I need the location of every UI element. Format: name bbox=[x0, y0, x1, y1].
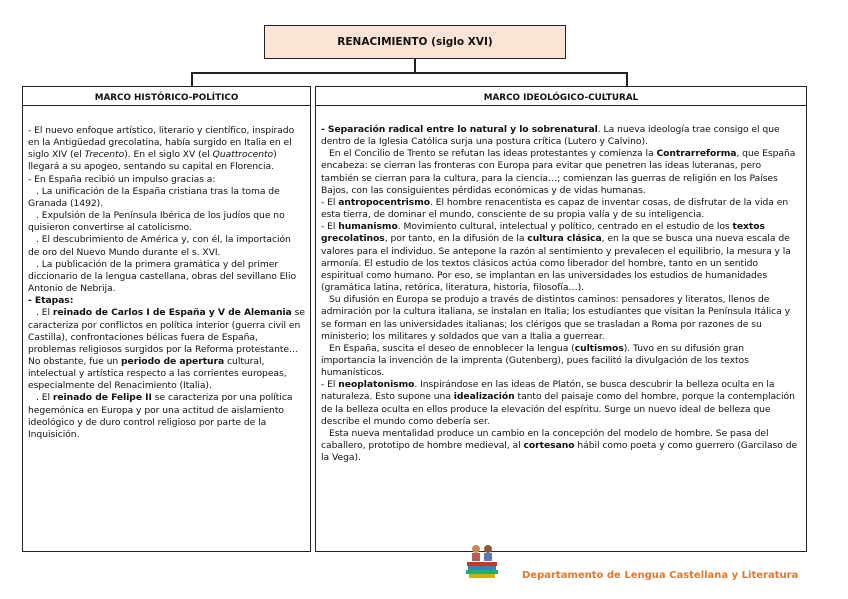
connector-vertical bbox=[414, 59, 416, 73]
right-heading: MARCO IDEOLÓGICO-CULTURAL bbox=[483, 93, 639, 103]
left-content bbox=[23, 106, 310, 441]
books-reading-icon bbox=[462, 541, 502, 581]
connector-horizontal bbox=[191, 72, 627, 74]
left-paragraph-spain: - En España recibió un impulso gracias a: bbox=[28, 173, 216, 185]
connector-right-drop bbox=[626, 72, 628, 86]
left-heading: MARCO HISTÓRICO-POLÍTICO bbox=[94, 93, 239, 103]
right-paragraph-trento: En el Concilio de Trento se refutan las ideas protestantes y comienza la Contrarreforma, que España encabeza: se cierran las fronteras con Europa para evitar que penetren las ideas luteranas, pero también se cierran para la cultura, para la ciencia…; comienzan las guerras de religión en los Países Bajos, con las consiguientes pérdidas económicas y de vidas humanas. bbox=[321, 148, 796, 196]
left-item-america: . El descubrimiento de América y, con él, la importación de oro del Nuevo Mundo durante el s. XVI. bbox=[28, 234, 291, 258]
right-paragraph-spain: En España, suscita el deseo de ennoblecer la lengua (cultismos). Tuvo en su difusión gran importancia la invención de la imprenta (Gutenberg), pues facilitó la divulgación de los textos humanísticos. bbox=[321, 342, 749, 379]
right-item-separation: - Separación radical entre lo natural y lo sobrenatural. La nueva ideología trae consigo el que dentro de la Iglesia Católica surja una postura crítica (Lutero y Calvino). bbox=[321, 124, 780, 148]
ideological-cultural-panel bbox=[315, 86, 807, 552]
page-title: RENACIMIENTO (siglo XVI) bbox=[264, 25, 566, 59]
left-item-expulsion: . Expulsión de la Península Ibérica de los judíos que no quisieron convertirse al catolicismo. bbox=[28, 210, 285, 234]
right-paragraph-new-mentality: Esta nueva mentalidad produce un cambio en la concepción del modelo de hombre. Se pasa del caballero, prototipo de hombre medieval, al cortesano hábil como poeta y como guerrero (Garcilaso de la Vega). bbox=[321, 427, 798, 464]
left-stages-heading: - Etapas: bbox=[28, 295, 74, 307]
left-stage-carlos: . El reinado de Carlos I de España y V de Alemania se caracteriza por conflictos en política interior (guerra civil en Castilla), confrontaciones bélicas fuera de España, problemas religiosos surgidos por la Reforma protestante… No obstante, fue un periodo de apertura cultural, intelectual y artística respecto a las corrientes europeas, especialmente del Renacimiento (Italia). bbox=[28, 307, 305, 392]
right-content bbox=[316, 106, 806, 464]
right-item-neoplatonism: - El neoplatonismo. Inspirándose en las ideas de Platón, se busca descubrir la belleza oculta en la naturaleza. Esto supone una idealización tanto del paisaje como del hombre, porque la contemplación de la belleza oculta en ellos produce la elevación del espíritu. Surge un nuevo ideal de belleza que describe el mundo como debería ser. bbox=[321, 379, 795, 427]
right-item-anthropocentrism: - El antropocentrismo. El hombre renacentista es capaz de inventar cosas, de disfrutar de la vida en esta tierra, de dominar el mundo, consciente de su propia valía y de su inteligencia. bbox=[321, 196, 789, 221]
historical-political-panel bbox=[22, 86, 311, 552]
left-paragraph-intro: - El nuevo enfoque artístico, literario y científico, inspirado en la Antigüedad grecolatina, había surgido en Italia en el siglo XIV (el Trecento). En el siglo XV (el Quattrocento) llegará a su apogeo, sentando su capital en Florencia. bbox=[28, 125, 295, 173]
left-stage-felipe: . El reinado de Felipe II se caracteriza por una política hegemónica en Europa y por una actitud de aislamiento ideológico y de duro control religioso por parte de la Inquisición. bbox=[28, 392, 293, 440]
right-paragraph-diffusion: Su difusión en Europa se produjo a través de distintos caminos: pensadores y literatos, llenos de admiración por la cultura italiana, se instalan en Italia; los estudiantes que visitan la Península Itálica y se forman en las universidades italianas; los clérigos que se trasladan a Roma por razones de su ministerio; los militares y soldados que van a Italia a guerrear. bbox=[321, 294, 790, 342]
department-label: Departamento de Lengua Castellana y Literatura bbox=[522, 570, 799, 581]
right-item-humanism: - El humanismo. Movimiento cultural, intelectual y político, centrado en el estudio de los textos grecolatinos, por tanto, en la difusión de la cultura clásica, en la que se busca una nueva escala de valores para el individuo. Se antepone la razón al sentimiento y prevalecen el equilibrio, la mesura y la armonía. El estudio de los textos clásicos actúa como liberador del hombre, tanto en un sentido espiritual como humano. Por eso, se implantan en las universidades los estudios de humanidades (gramática latina, retórica, literatura, historia, filosofía…). bbox=[321, 221, 791, 294]
left-item-granada: . La unificación de la España cristiana tras la toma de Granada (1492). bbox=[28, 185, 280, 209]
left-item-nebrija: . La publicación de la primera gramática y del primer diccionario de la lengua castellana, obras del sevillano Elio Antonio de Nebrija. bbox=[28, 258, 297, 295]
connector-left-drop bbox=[191, 72, 193, 86]
